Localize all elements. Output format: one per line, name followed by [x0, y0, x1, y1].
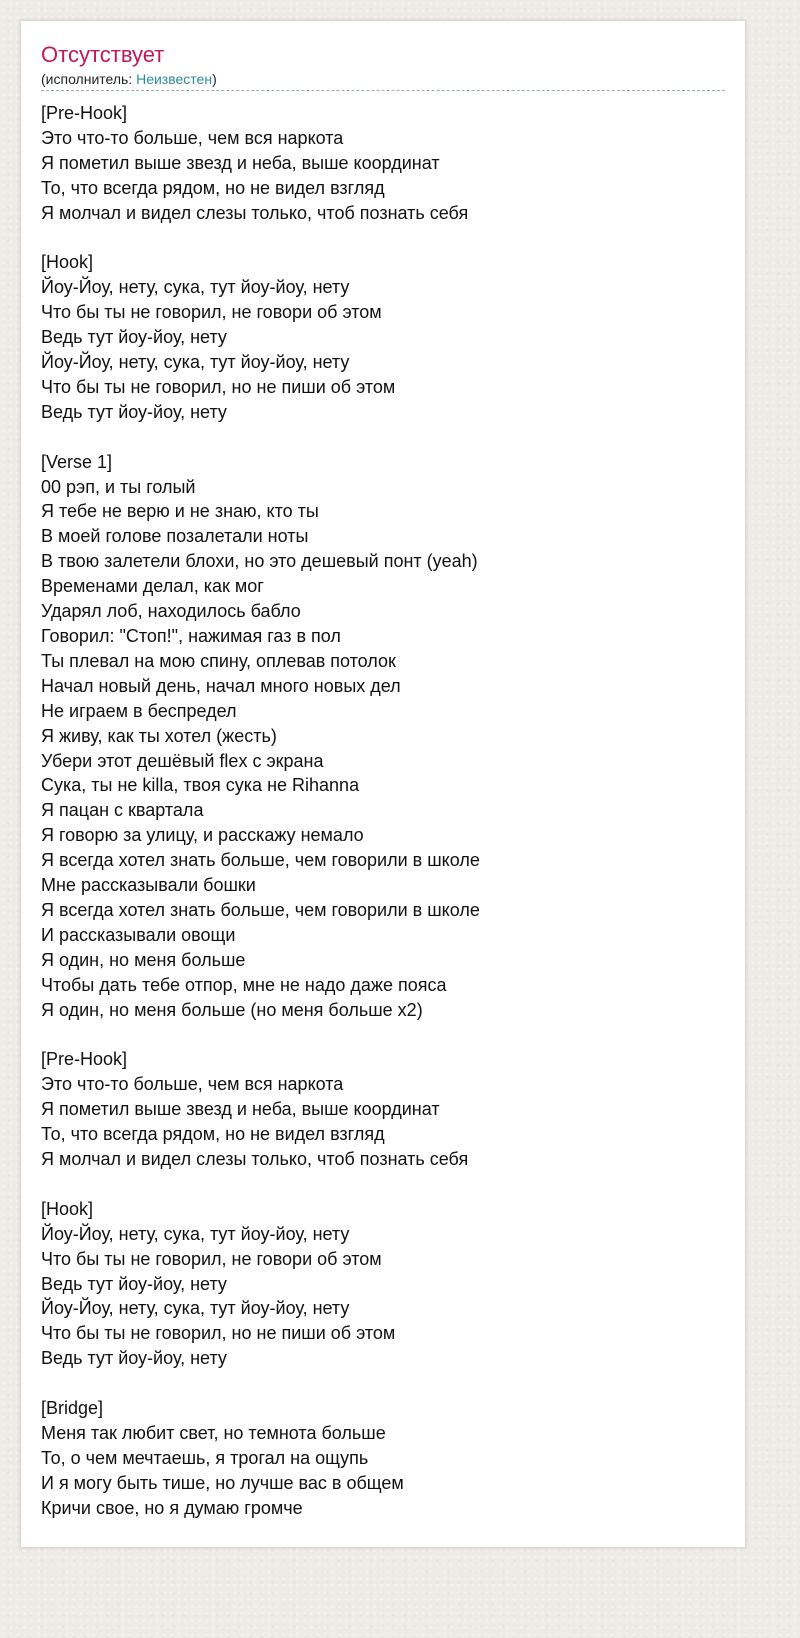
lyric-line [41, 1172, 725, 1197]
lyric-line: Я молчал и видел слезы только, чтоб познать себя [41, 202, 469, 223]
lyric-line: То, что всегда рядом, но не видел взгляд [41, 177, 385, 198]
lyric-line: Я тебе не верю и не знаю, кто ты [41, 501, 319, 522]
lyric-line: Ударял лоб, находилось бабло [41, 601, 301, 622]
section-label: [Pre-Hook] [41, 103, 128, 123]
lyric-line: Ведь тут йоу-йоу, нету [41, 1273, 227, 1294]
lyric-line: Йоу-Йоу, нету, сука, тут йоу-йоу, нету [41, 1223, 350, 1244]
section-label: [Verse 1] [41, 451, 113, 472]
lyric-line: Я живу, как ты хотел (жесть) [41, 725, 277, 746]
lyric-line [41, 1023, 725, 1048]
lyric-line: Сука, ты не killa, твоя сука не Rihanna [41, 775, 360, 796]
lyric-line: Меня так любит свет, но темнота больше [41, 1422, 386, 1443]
lyric-line: Чтобы дать тебе отпор, мне не надо даже пояса [41, 974, 447, 995]
lyric-line: И рассказывали овощи [41, 924, 236, 945]
lyric-line [41, 1371, 725, 1396]
lyric-line: Что бы ты не говорил, но не пиши об этом [41, 1323, 396, 1344]
lyric-line: Ведь тут йоу-йоу, нету [41, 401, 227, 422]
lyric-line: Я один, но меня больше (но меня больше x2) [41, 999, 423, 1020]
lyric-line: Я говорю за улицу, и расскажу немало [41, 825, 364, 846]
lyric-line: То, что всегда рядом, но не видел взгляд [41, 1124, 385, 1145]
lyric-line: Это что-то больше, чем вся наркота [41, 1074, 344, 1095]
lyric-line: Временами делал, как мог [41, 576, 264, 597]
artist-suffix: ) [212, 71, 217, 87]
lyric-line: 00 рэп, и ты голый [41, 476, 196, 497]
lyric-line: Что бы ты не говорил, не говори об этом [41, 302, 382, 323]
lyric-line: В моей голове позалетали ноты [41, 526, 309, 547]
artist-prefix: (исполнитель: [41, 71, 137, 87]
artist-link[interactable]: Неизвестен [136, 71, 213, 87]
artist-line [41, 70, 725, 91]
lyric-line: Кричи свое, но я думаю громче [41, 1497, 303, 1518]
lyric-line: Я один, но меня больше [41, 949, 246, 970]
section-label: [Hook] [41, 1198, 94, 1219]
lyric-line: Я пацан с квартала [41, 800, 204, 821]
lyric-line: Начал новый день, начал много новых дел [41, 675, 401, 696]
lyric-line: Убери этот дешёвый flex с экрана [41, 750, 324, 771]
lyric-line: Йоу-Йоу, нету, сука, тут йоу-йоу, нету [41, 277, 350, 298]
lyric-line [41, 226, 725, 251]
lyric-line: Ведь тут йоу-йоу, нету [41, 327, 227, 348]
song-title: Отсутствует [41, 42, 165, 67]
lyric-line: Ты плевал на мою спину, оплевав потолок [41, 650, 396, 671]
lyric-line: В твою залетели блохи, но это дешевый понт (yeah) [41, 551, 478, 572]
lyric-line: Это что-то больше, чем вся наркота [41, 127, 344, 148]
section-label: [Hook] [41, 252, 94, 273]
lyric-line: Говорил: "Стоп!", нажимая газ в пол [41, 626, 341, 646]
lyric-line: Йоу-Йоу, нету, сука, тут йоу-йоу, нету [41, 352, 350, 373]
lyric-line [41, 425, 725, 450]
lyric-line: Мне рассказывали бошки [41, 875, 256, 896]
lyric-line: Что бы ты не говорил, но не пиши об этом [41, 376, 396, 397]
lyric-line: Не играем в беспредел [41, 700, 237, 721]
lyric-line: Я молчал и видел слезы только, чтоб познать себя [41, 1149, 469, 1170]
lyrics-card [20, 20, 746, 1548]
lyric-line: Ведь тут йоу-йоу, нету [41, 1348, 227, 1369]
section-label: [Bridge] [41, 1398, 104, 1419]
lyric-line: То, о чем мечтаешь, я трогал на ощупь [41, 1447, 369, 1468]
lyric-line: И я могу быть тише, но лучше вас в общем [41, 1472, 404, 1493]
lyric-line: Что бы ты не говорил, не говори об этом [41, 1248, 382, 1269]
lyrics-text [41, 101, 725, 1521]
lyric-line: Йоу-Йоу, нету, сука, тут йоу-йоу, нету [41, 1298, 350, 1319]
lyric-line: Я пометил выше звезд и неба, выше координат [41, 152, 440, 173]
lyric-line: Я всегда хотел знать больше, чем говорили в школе [41, 850, 480, 871]
lyric-line: Я пометил выше звезд и неба, выше координат [41, 1099, 440, 1120]
section-label: [Pre-Hook] [41, 1049, 128, 1070]
lyric-line: Я всегда хотел знать больше, чем говорили в школе [41, 899, 480, 920]
